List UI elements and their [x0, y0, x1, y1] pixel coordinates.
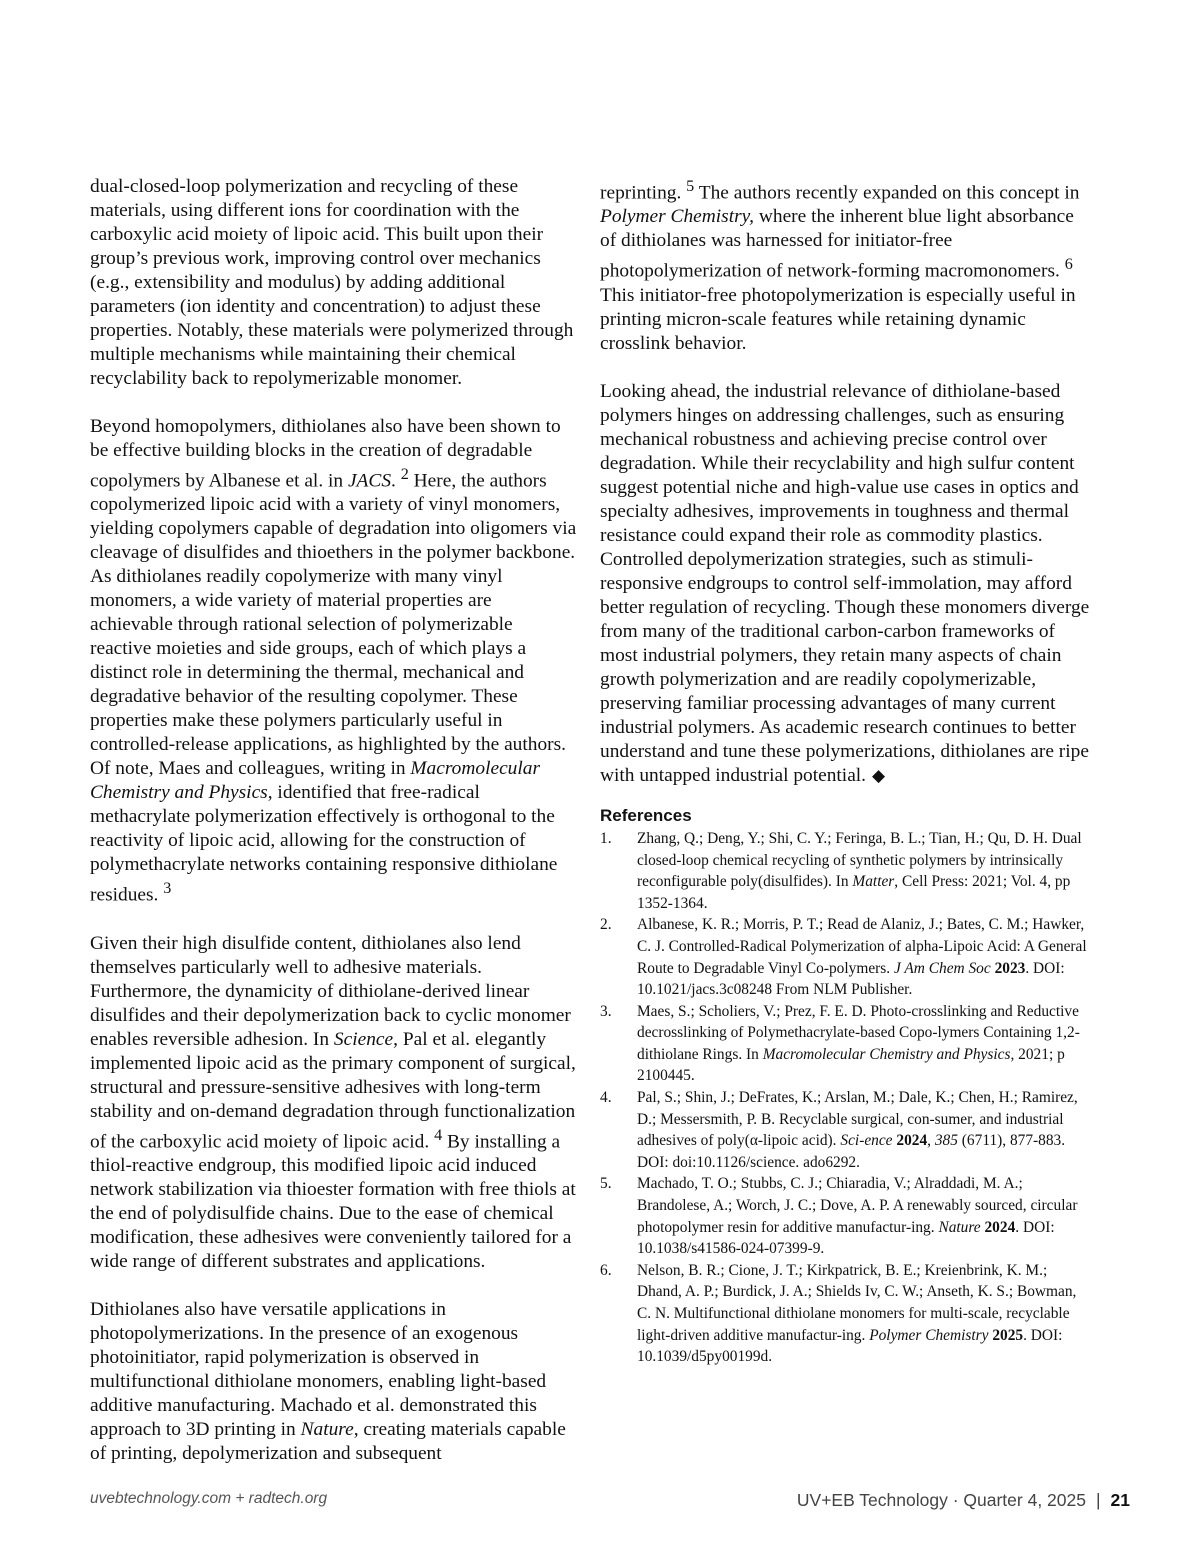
references-heading: References	[600, 805, 692, 825]
paragraph: Beyond homopolymers, dithiolanes also have been shown to be effective building blocks in the creation of degradable copolymers by Albanese et al. in JACS. $^2$ Here, the authors copolymerized lipoic acid with a variety of vinyl monomers, yielding copolymers capable of degradation into oligomers via cleavage of disulfides and thioethers in the polymer backbone. As dithiolanes readily copolymerize with many vinyl monomers, a wide variety of material properties are achievable through rational selection of polymerizable reactive moieties and side groups, each of which plays a distinct role in determining the thermal, mechanical and degradative behavior of the resulting copolymer. These properties make these polymers particularly useful in controlled-release applications, as highlighted by the authors. Of note, Maes and colleagues, writing in Macromolecular Chemistry and Physics, identified that free-radical methacrylate polymerization effectively is orthogonal to the reactivity of lipoic acid, allowing for the construction of polymethacrylate networks containing responsive dithiolane residues. $^3$	[90, 416, 577, 906]
paragraph: Dithiolanes also have versatile applications in photopolymerizations. In the presence of an exogenous photoinitiator, rapid polymerization is observed in multifunctional dithiolane monomers, enabling light-based additive manufacturing. Machado et al. demonstrated this approach to 3D printing in Nature, creating materials capable of printing, depolymerization and subsequent	[90, 1299, 566, 1465]
publication-name: UV+EB Technology · Quarter 4, 2025	[796, 1490, 1086, 1510]
citation-ref: 4	[434, 1126, 443, 1144]
reference-item: 2. Albanese, K. R.; Morris, P. T.; Read de Alaniz, J.; Bates, C. M.; Hawker, C. J. Controlled-Radical Polymerization of alpha-Lipoic Acid: A General Route to Degradable Vinyl Co-polymers. J Am Chem Soc 2023. DOI: 10.1021/jacs.3c08248 From NLM Publisher.	[600, 916, 1087, 999]
citation-ref: 2	[400, 466, 409, 483]
paragraph: Looking ahead, the industrial relevance of dithiolane-based polymers hinges on addressing challenges, such as ensuring mechanical robustness and achieving precise control over degradation. While their recyclability and high sulfur content suggest potential niche and high-value use cases in optics and specialty adhesives, improvements in toughness and thermal resistance could expand their role as commodity plastics. Controlled depolymerization strategies, such as stimuli-responsive endgroups to control self-immolation, may afford better regulation of recycling. Though these monomers diverge from many of the traditional carbon-carbon frameworks of most industrial polymers, they retain many aspects of chain growth polymerization and are readily copolymerizable, preserving familiar processing advantages of many current industrial polymers. As academic research continues to better understand and tune these polymerizations, dithiolanes are ripe with untapped industrial potential. ◆	[600, 380, 1090, 786]
left-column	[90, 175, 578, 1466]
citation-ref: 3	[163, 880, 172, 898]
reference-item: 5. Machado, T. O.; Stubbs, C. J.; Chiaradia, V.; Alraddadi, M. A.; Brandolese, A.; Worch, J. C.; Dove, A. P. A renewably sourced, circular photopolymer resin for additive manufactur-ing. Nature 2024. DOI: 10.1038/s41586-024-07399-9.	[600, 1175, 1078, 1258]
citation-ref: 6	[1064, 256, 1073, 274]
reference-item: 6. Nelson, B. R.; Cione, J. T.; Kirkpatrick, B. E.; Kreienbrink, K. M.; Dhand, A. P.; Burdick, J. A.; Shields Iv, C. W.; Anseth, K. S.; Bowman, C. N. Multifunctional dithiolane monomers for multi-scale, recyclable light-driven additive manufactur-ing. Polymer Chemistry 2025. DOI: 10.1039/d5py00199d.	[600, 1261, 1077, 1366]
end-mark-icon: ◆	[872, 765, 886, 786]
footer-websites: uvebtechnology.com + radtech.org	[90, 1490, 328, 1507]
references-list	[600, 828, 1090, 1368]
journal-name: JACS	[347, 470, 392, 492]
paragraph: dual-closed-loop polymerization and recycling of these materials, using different ions for coordination with the carboxylic acid moiety of lipoic acid. This built upon their group’s previous work, improving control over mechanics (e.g., extensibility and modulus) by adding additional parameters (ion identity and concentration) to adjust these properties. Notably, these materials were polymerized through multiple mechanisms while maintaining their chemical recyclability back to repolymerizable monomer.	[90, 176, 574, 389]
right-column	[600, 175, 1090, 1368]
reference-item: 1. Zhang, Q.; Deng, Y.; Shi, C. Y.; Feringa, B. L.; Tian, H.; Qu, D. H. Dual closed-loop chemical recycling of synthetic polymers by intrinsically reconfigurable poly(disulfides). In Matter, Cell Press: 2021; Vol. 4, pp 1352-1364.	[600, 829, 1082, 912]
paragraph: reprinting. $^5$ The authors recently expanded on this concept in Polymer Chemistry, where the inherent blue light absorbance of dithiolanes was harnessed for initiator-free photopolymerization of network-forming macromonomers. $^6$ This initiator-free photopolymerization is especially useful in printing micron-scale features while retaining dynamic crosslink behavior.	[600, 178, 1080, 354]
page-number: 21	[1110, 1490, 1130, 1510]
journal-name: Science	[333, 1028, 394, 1050]
citation-ref: 5	[686, 178, 695, 195]
journal-name: Nature	[300, 1419, 354, 1441]
reference-item: 4. Pal, S.; Shin, J.; DeFrates, K.; Arslan, M.; Dale, K.; Chen, H.; Ramirez, D.; Messersmith, P. B. Recyclable surgical, con-sumer, and industrial adhesives of poly(α-lipoic acid). Sci-ence 2024, 385 (6711), 877-883. DOI: doi:10.1126/science. ado6292.	[600, 1089, 1078, 1171]
footer-publication-info	[797, 1490, 1130, 1511]
separator: |	[1095, 1490, 1101, 1510]
journal-name: Polymer Chemistry,	[600, 206, 755, 228]
paragraph: Given their high disulfide content, dithiolanes also lend themselves particularly well to adhesive materials. Furthermore, the dynamicity of dithiolane-derived linear disulfides and their depolymerization back to cyclic monomer enables reversible adhesion. In Science, Pal et al. elegantly implemented lipoic acid as the primary component of surgical, structural and pressure-sensitive adhesives with long-term stability and on-demand degradation through functionalization of the carboxylic acid moiety of lipoic acid. $^4$ By installing a thiol-reactive endgroup, this modified lipoic acid induced network stabilization via thioester formation with free thiols at the end of polydisulfide chains. Due to the ease of chemical modification, these adhesives were conveniently tailored for a wide range of different substrates and applications.	[90, 932, 576, 1273]
reference-item: 3. Maes, S.; Scholiers, V.; Prez, F. E. D. Photo-crosslinking and Reductive decrosslinking of Polymethacrylate-based Copo-lymers Containing 1,2-dithiolane Rings. In Macromolecular Chemistry and Physics, 2021; p 2100445.	[600, 1002, 1080, 1085]
journal-name: Macromolecular Chemistry and Physics	[90, 758, 541, 804]
